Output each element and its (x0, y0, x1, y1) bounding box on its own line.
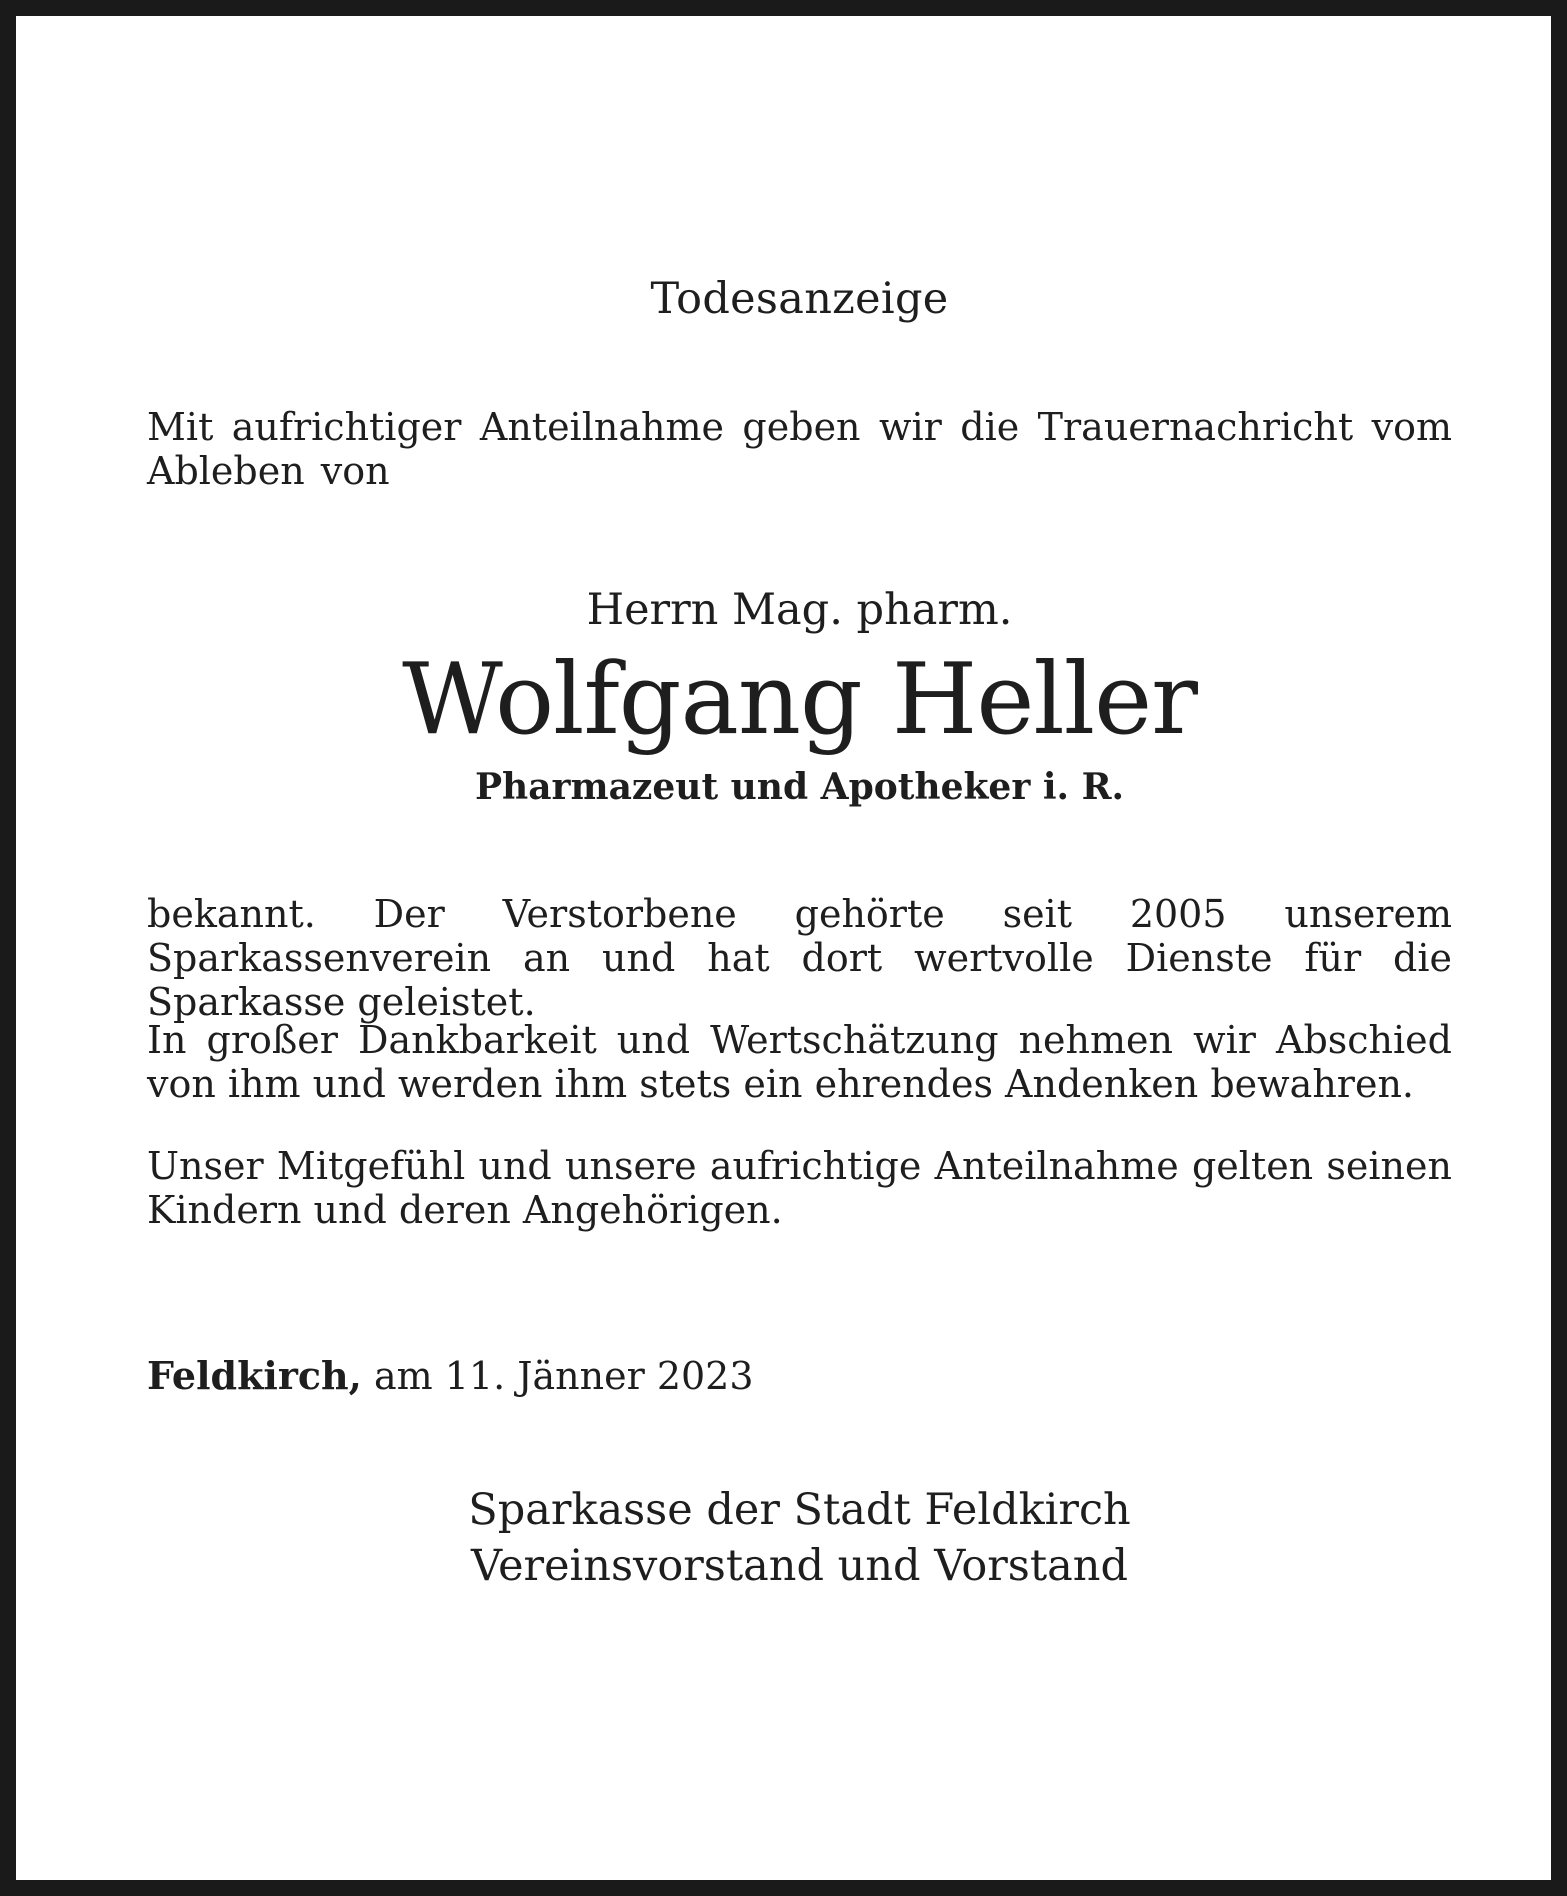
deceased-profession: Pharmazeut und Apotheker i. R. (474, 766, 1125, 808)
signature-board: Vereinsvorstand und Vorstand (470, 1541, 1128, 1591)
notice-heading: Todesanzeige (650, 274, 949, 324)
dateline-place: Feldkirch, (147, 1353, 362, 1398)
dateline (147, 1352, 1452, 1400)
body-paragraph: bekannt. Der Verstorbene gehörte seit 2005 unserem Sparkassenverein an und hat dort wertvolle Dienste für die Sparkasse geleistet. (147, 892, 1452, 1024)
deceased-name: Wolfgang Heller (402, 643, 1197, 757)
deceased-honorific: Herrn Mag. pharm. (586, 585, 1013, 635)
body-paragraph: In großer Dankbarkeit und Wertschätzung nehmen wir Abschied von ihm und werden ihm stets ein ehrendes Andenken bewahren. (147, 1018, 1452, 1106)
dateline-date: am 11. Jänner 2023 (373, 1354, 754, 1398)
body-paragraph: Unser Mitgefühl und unsere aufrichtige Anteilnahme gelten seinen Kindern und deren Angehörigen. (147, 1144, 1452, 1232)
intro-text: Mit aufrichtiger Anteilnahme geben wir die Trauernachricht vom Ableben von (147, 405, 1452, 493)
signature-block (147, 1482, 1452, 1594)
signature-organization: Sparkasse der Stadt Feldkirch (468, 1485, 1131, 1535)
